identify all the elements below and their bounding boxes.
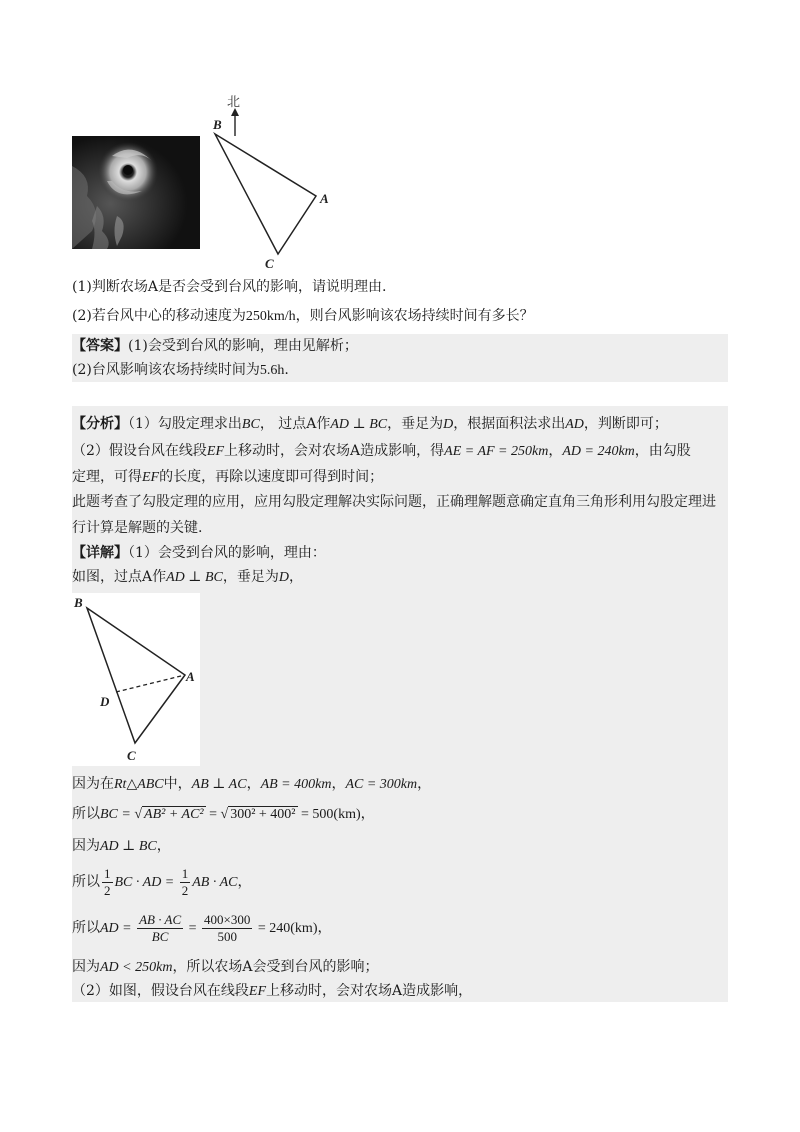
detail-tag: 【详解】 <box>72 545 128 561</box>
detail-line-8: 因为AD < 250km，所以农场A会受到台风的影响； <box>72 959 379 975</box>
detail-line-5: 因为AD ⊥ BC， <box>72 838 171 854</box>
analysis-line-2: （2）假设台风在线段EF上移动时，会对农场A造成影响，得AE = AF = 250km，AD = 240km，由勾股 <box>72 443 691 459</box>
vertex-a-label-2: A <box>186 669 195 684</box>
sqrt-expr-1: AB² + AC² <box>144 807 204 822</box>
sqrt-expr-2: 300² + 400² <box>230 807 296 822</box>
detail-line-3: 因为在Rt△ABC中，AB ⊥ AC，AB = 400km，AC = 300km， <box>72 776 432 792</box>
half-fraction-1: $\frac{1}{2}$ <box>104 865 111 898</box>
analysis-line-5: 行计算是解题的关键. <box>72 520 203 536</box>
speed-value: 250km/h <box>245 309 296 324</box>
figure-triangle-north <box>205 88 335 270</box>
vertex-b-label-2: B <box>74 595 83 610</box>
answer-tag: 【答案】 <box>72 338 128 354</box>
analysis-line-1: 【分析】（1）勾股定理求出BC， 过点A作AD ⊥ BC，垂足为D，根据面积法求出AD，判断即可； <box>72 416 668 432</box>
fraction-numeric: $\frac{400\times 300}{500}$ <box>204 911 251 944</box>
answer-line-1: 【答案】(1)会受到台风的影响，理由见解析； <box>72 338 358 354</box>
half-fraction-2: $\frac{1}{2}$ <box>181 865 189 898</box>
detail-line-4: 所以BC = √ AB² + AC² = √ 300² + 400² = 500(km)， <box>72 806 375 822</box>
analysis-line-4: 此题考查了勾股定理的应用，应用勾股定理解决实际问题，正确理解题意确定直角三角形利用勾股定理进 <box>72 494 716 510</box>
detail-line-9: （2）如图，假设台风在线段EF上移动时，会对农场A造成影响， <box>72 983 473 999</box>
analysis-line-3: 定理，可得EF的长度，再除以速度即可得到时间； <box>72 469 384 485</box>
vertex-a-label: A <box>320 191 329 206</box>
duration-value: 5.6h <box>259 363 285 378</box>
question-1: (1)判断农场A是否会受到台风的影响，请说明理由. <box>72 279 387 295</box>
question-2: (2)若台风中心的移动速度为250km/h，则台风影响该农场持续时间有多长？ <box>72 308 534 324</box>
vertex-d-label-2: D <box>100 694 110 709</box>
detail-line-1: 【详解】（1）会受到台风的影响，理由： <box>72 545 326 561</box>
fraction-ab-ac-over-bc: $\frac{AB \cdot AC}{BC}$ <box>139 911 182 944</box>
vertex-c-label: C <box>265 256 274 270</box>
analysis-tag: 【分析】 <box>72 416 128 432</box>
detail-line-6: 所以 $\frac{1}{2}$ BC · AD = $\frac{1}{2}$ AB · AC， <box>72 865 252 898</box>
typhoon-satellite-image <box>72 136 200 249</box>
vertex-c-label-2: C <box>127 748 136 763</box>
vertex-b-label: B <box>213 117 222 132</box>
detail-line-7: 所以AD = $\frac{AB \cdot AC}{BC}$ = $\frac{400\times 300}{500}$ = 240(km)， <box>72 911 332 944</box>
detail-line-2: 如图，过点A作AD ⊥ BC，垂足为D， <box>72 569 303 585</box>
answer-line-2: (2)台风影响该农场持续时间为5.6h. <box>72 362 289 378</box>
north-label: 北 <box>227 95 241 110</box>
figure-triangle-altitude <box>72 593 200 766</box>
